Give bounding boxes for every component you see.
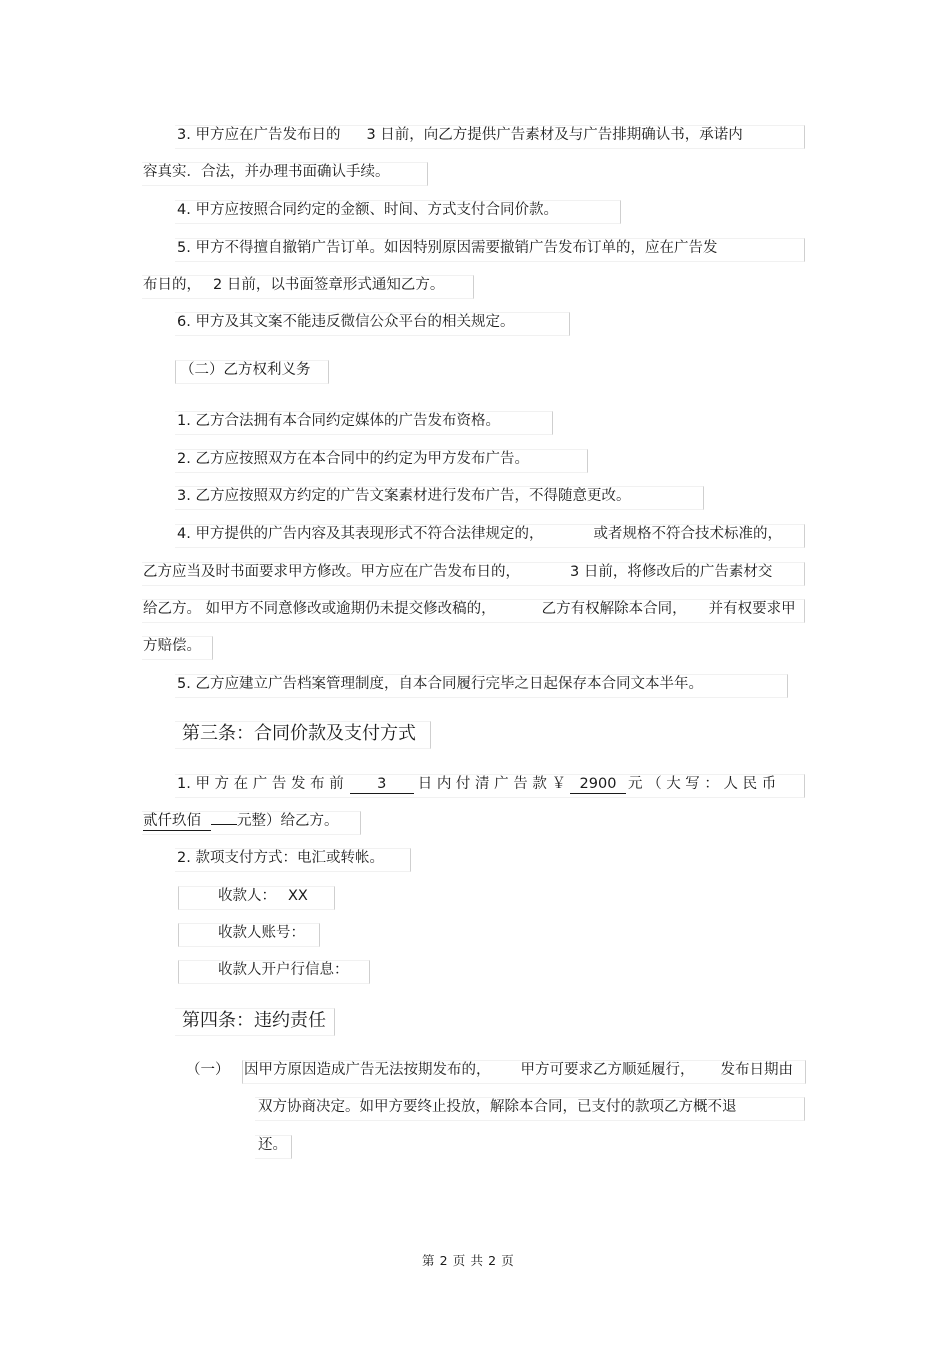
article-3-para-1-line-2: 贰仟玖佰 元整）给乙方。: [143, 813, 339, 829]
article-4-item-1-line-1: 因甲方原因造成广告无法按期发布的， 甲方可要求乙方顺延履行， 发布日期由: [244, 1062, 793, 1078]
payee-label: 收款人：: [218, 888, 276, 904]
party-a-item-3-line-1: 3. 甲方应在广告发布日的 3 日前，向乙方提供广告素材及与广告排期确认书，承诺内: [177, 127, 743, 143]
party-b-item-2: 2. 乙方应按照双方在本合同中的约定为甲方发布广告。: [177, 451, 529, 467]
party-b-item-4-line-1: 4. 甲方提供的广告内容及其表现形式不符合法律规定的， 或者规格不符合技术标准的，: [177, 526, 782, 542]
article-4-item-1-line-3: 还。: [258, 1137, 287, 1153]
party-b-item-5: 5. 乙方应建立广告档案管理制度，自本合同履行完毕之日起保存本合同文本半年。: [177, 676, 703, 692]
payee-account-label: 收款人账号：: [218, 925, 305, 941]
days-blank: 3: [350, 775, 414, 794]
party-a-item-4: 4. 甲方应按照合同约定的金额、时间、方式支付合同价款。: [177, 202, 558, 218]
party-b-item-4-line-3: 给乙方。 如甲方不同意修改或逾期仍未提交修改稿的， 乙方有权解除本合同， 并有权要求甲: [143, 601, 796, 617]
page-number-footer: 第 2 页 共 2 页: [422, 1253, 515, 1268]
payee-bank-label: 收款人开户行信息：: [218, 962, 349, 978]
article-4-item-1-number: （一）: [186, 1062, 230, 1078]
article-3-para-2: 2. 款项支付方式：电汇或转帐。: [177, 850, 384, 866]
article-3-title: 第三条：合同价款及支付方式: [182, 723, 416, 744]
party-a-item-5-line-2: 布日的， 2 日前，以书面签章形式通知乙方。: [143, 277, 445, 293]
party-b-item-3: 3. 乙方应按照双方约定的广告文案素材进行发布广告，不得随意更改。: [177, 488, 631, 504]
amount-blank: 2900: [570, 775, 626, 794]
amount-in-words: 贰仟玖佰: [143, 812, 211, 831]
article-4-title: 第四条：违约责任: [182, 1010, 326, 1031]
payee-line: [218, 885, 308, 907]
party-a-item-6: 6. 甲方及其文案不能违反微信公众平台的相关规定。: [177, 314, 515, 330]
party-b-heading: （二）乙方权利义务: [180, 362, 311, 378]
article-4-item-1-line-2: 双方协商决定。如甲方要终止投放，解除本合同，已支付的款项乙方概不退: [258, 1099, 737, 1115]
party-b-item-4-line-4: 方赔偿。: [143, 638, 201, 654]
party-a-item-3-line-2: 容真实．合法，并办理书面确认手续。: [143, 164, 390, 180]
party-b-item-1: 1. 乙方合法拥有本合同约定媒体的广告发布资格。: [177, 413, 500, 429]
article-3-para-1-line-1: 1. 甲 方 在 广 告 发 布 前 3 日 内 付 清 广 告 款 ￥ 2900 元 （ 大 写 ： 人 民 币: [177, 776, 777, 792]
party-a-item-5-line-1: 5. 甲方不得擅自撤销广告订单。如因特别原因需要撤销广告发布订单的，应在广告发: [177, 240, 718, 256]
payee-value: XX: [288, 888, 308, 904]
party-b-item-4-line-2: 乙方应当及时书面要求甲方修改。甲方应在广告发布日的， 3 日前，将修改后的广告素材交: [143, 564, 773, 580]
